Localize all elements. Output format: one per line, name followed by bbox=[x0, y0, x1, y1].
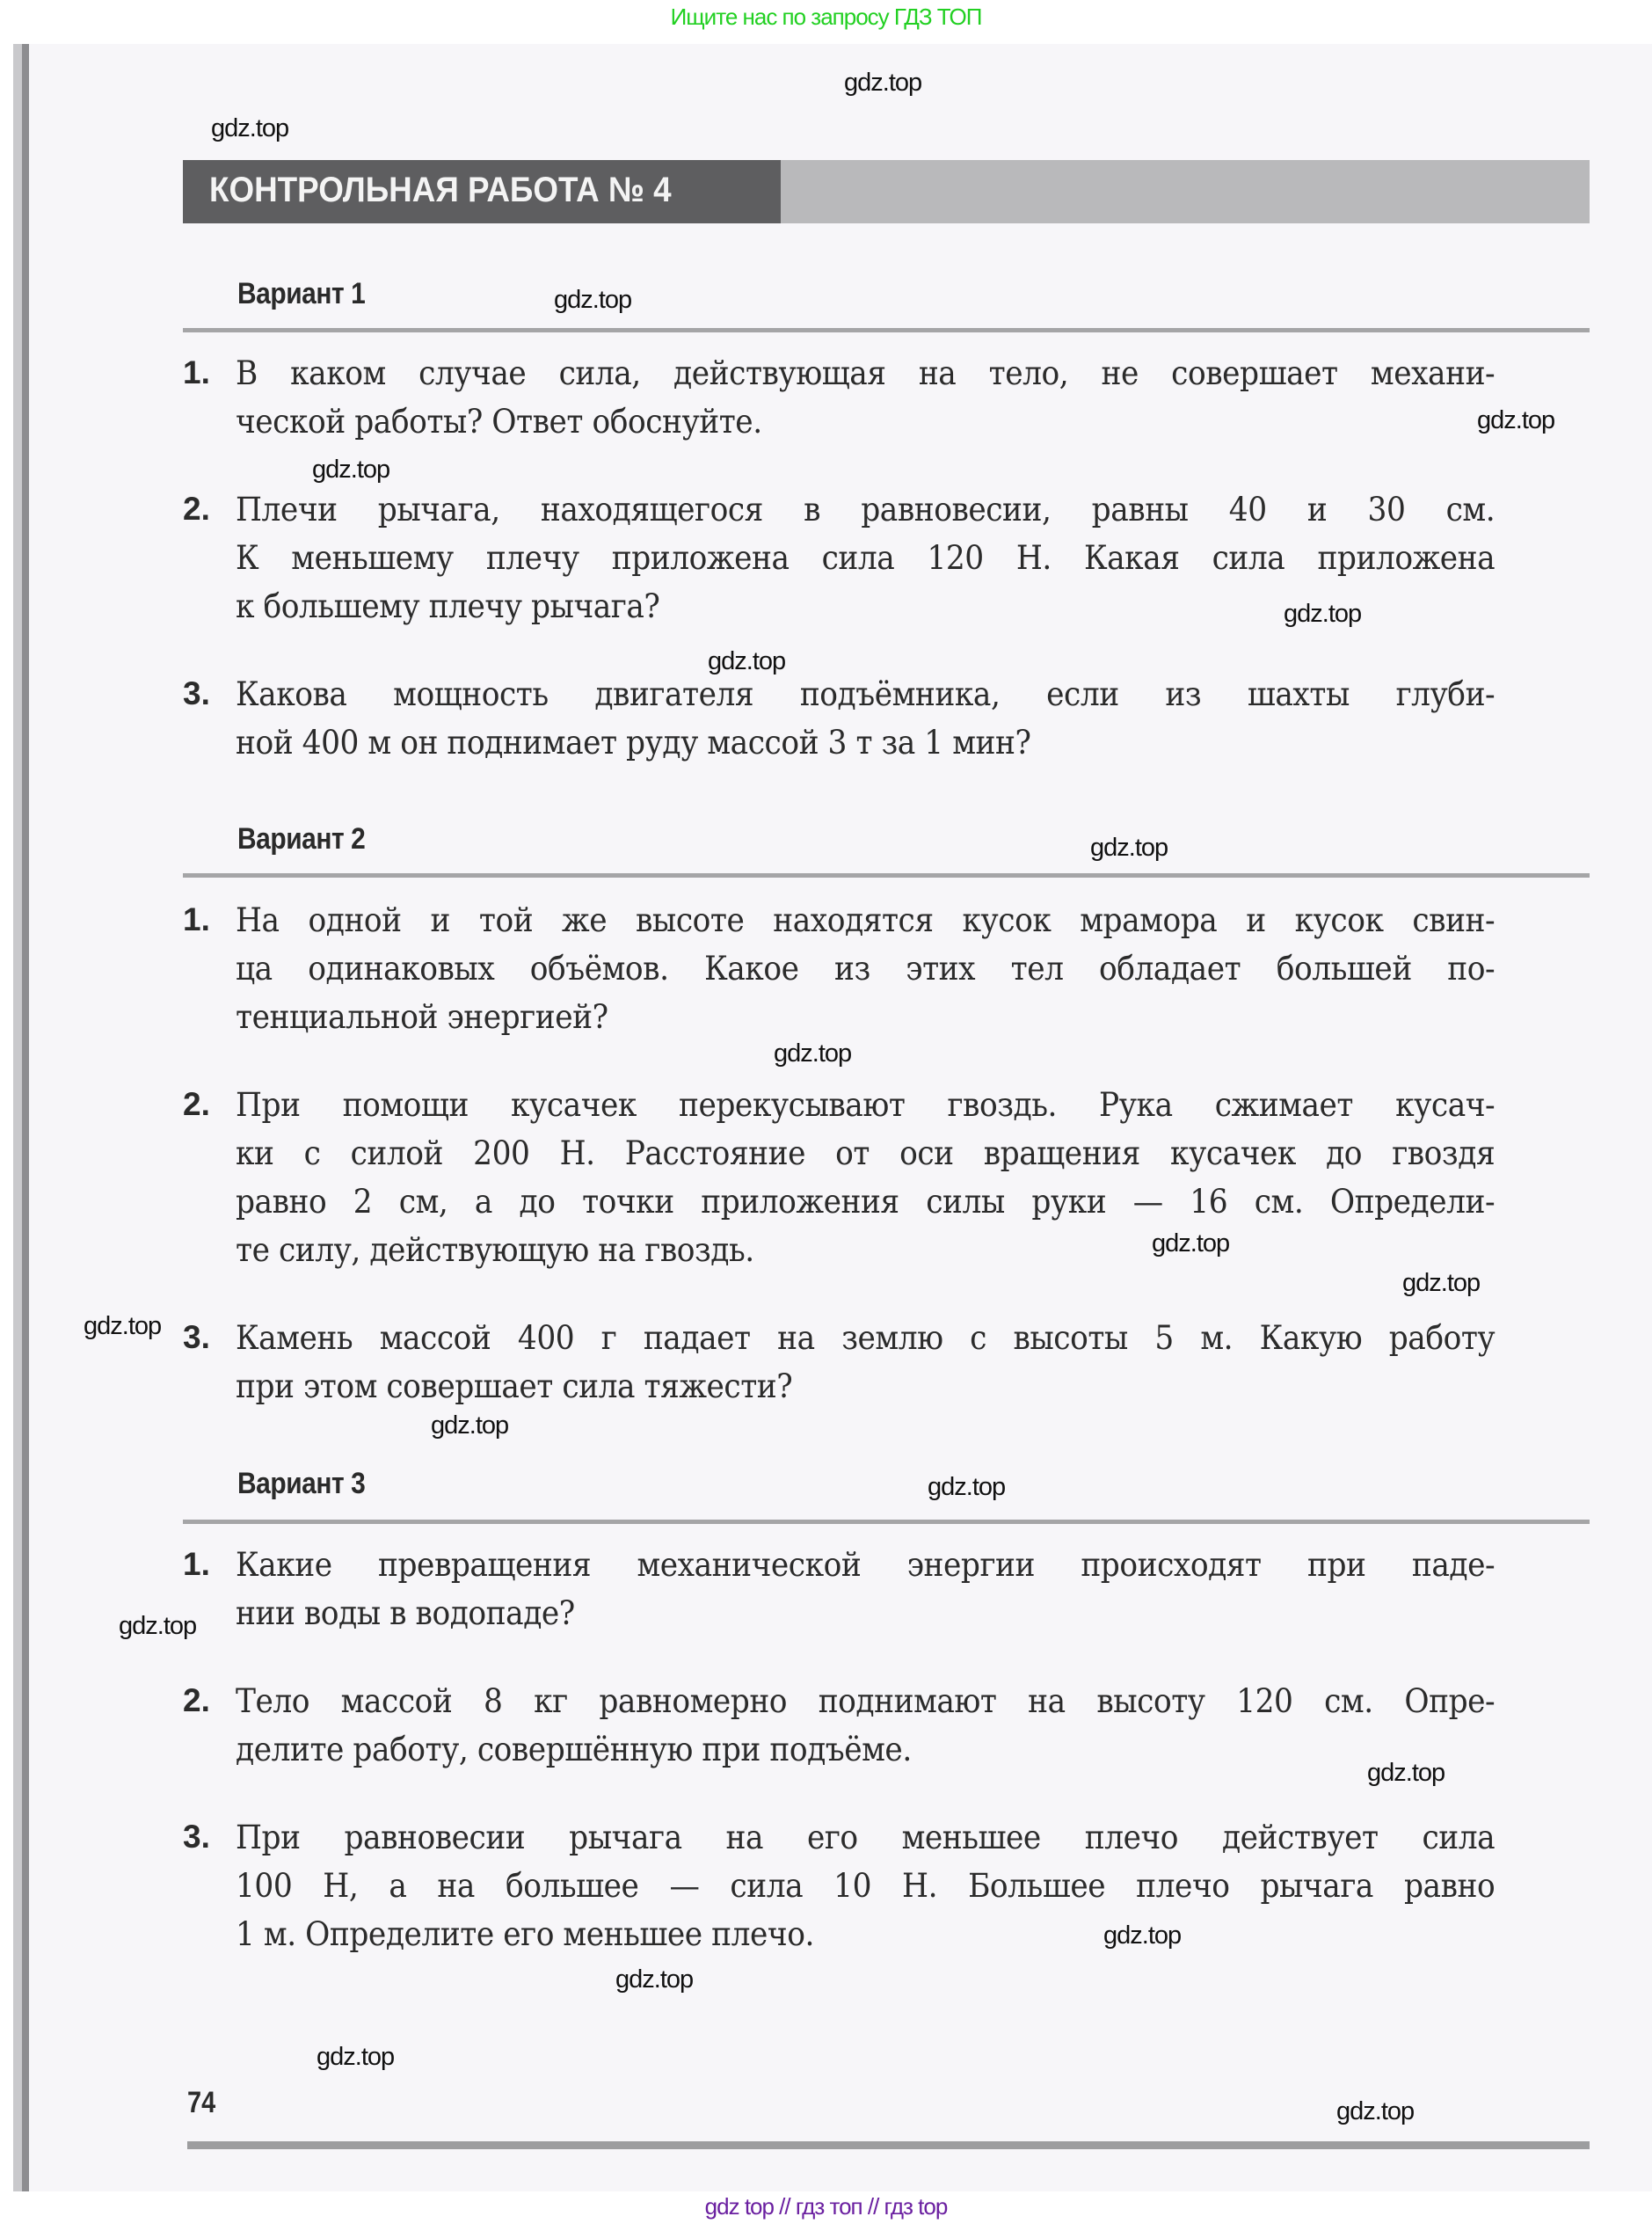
watermark-link[interactable]: gdz.top bbox=[1103, 1921, 1182, 1950]
question-line: к большему плечу рычага? bbox=[236, 587, 660, 625]
variant-3-title: Вариант 3 bbox=[237, 1467, 366, 1500]
watermark-link[interactable]: gdz.top bbox=[615, 1965, 694, 1994]
question-line: те силу, действующую на гвоздь. bbox=[236, 1231, 754, 1269]
watermark-link[interactable]: gdz.top bbox=[1402, 1269, 1481, 1297]
question-line: При равновесии рычага на его меньшее плечо действует сила bbox=[236, 1819, 1496, 1856]
watermark-link[interactable]: gdz.top bbox=[928, 1473, 1006, 1501]
watermark-link[interactable]: gdz.top bbox=[211, 114, 289, 142]
question-line: В каком случае сила, действующая на тело, не совершает механи- bbox=[236, 354, 1496, 392]
watermark-link[interactable]: gdz.top bbox=[431, 1411, 509, 1440]
question-number: 2. bbox=[183, 1682, 210, 1718]
question-line: равно 2 см, а до точки приложения силы руки — 16 см. Определи- bbox=[236, 1183, 1496, 1221]
page-header-bar bbox=[183, 160, 1590, 223]
question-line: нии воды в водопаде? bbox=[236, 1594, 575, 1632]
page-header-title-block bbox=[183, 160, 781, 223]
question-number: 1. bbox=[183, 1546, 210, 1582]
question-line: Какие превращения механической энергии происходят при паде- bbox=[236, 1546, 1496, 1584]
watermark-link[interactable]: gdz.top bbox=[1336, 2097, 1415, 2125]
watermark-link[interactable]: gdz.top bbox=[774, 1039, 852, 1068]
page-bottom-rule bbox=[187, 2141, 1590, 2149]
variant-2-divider bbox=[183, 873, 1590, 878]
question-number: 1. bbox=[183, 901, 210, 937]
question-number: 3. bbox=[183, 1819, 210, 1855]
question-line: 1 м. Определите его меньшее плечо. bbox=[236, 1915, 814, 1953]
textbook-page bbox=[13, 44, 1652, 2191]
question-number: 1. bbox=[183, 354, 210, 390]
page-number: 74 bbox=[187, 2086, 216, 2119]
question-line: Какова мощность двигателя подъёмника, если из шахты глуби- bbox=[236, 675, 1496, 713]
question-line: ческой работы? Ответ обоснуйте. bbox=[236, 403, 762, 441]
question-line: тенциальной энергией? bbox=[236, 998, 608, 1036]
watermark-link[interactable]: gdz.top bbox=[1090, 834, 1168, 862]
question-line: Камень массой 400 г падает на землю с высоты 5 м. Какую работу bbox=[236, 1319, 1496, 1357]
variant-1-title: Вариант 1 bbox=[237, 277, 366, 310]
question-line: При помощи кусачек перекусывают гвоздь. Рука сжимает кусач- bbox=[236, 1086, 1496, 1124]
question-line: Тело массой 8 кг равномерно поднимают на высоту 120 см. Опре- bbox=[236, 1682, 1496, 1720]
footer-links[interactable]: gdz top // гдз топ // гдз top bbox=[704, 2193, 948, 2220]
watermark-link[interactable]: gdz.top bbox=[1477, 406, 1555, 434]
watermark-link[interactable]: gdz.top bbox=[119, 1612, 197, 1640]
question-number: 3. bbox=[183, 1319, 210, 1355]
question-line: 100 Н, а на большее — сила 10 Н. Большее плечо рычага равно bbox=[236, 1867, 1496, 1905]
watermark-link[interactable]: gdz.top bbox=[317, 2043, 395, 2071]
question-line: ной 400 м он поднимает руду массой 3 т за 1 мин? bbox=[236, 724, 1031, 762]
question-number: 2. bbox=[183, 1086, 210, 1122]
question-line: ки с силой 200 Н. Расстояние от оси вращения кусачек до гвоздя bbox=[236, 1134, 1496, 1172]
watermark-link[interactable]: gdz.top bbox=[1367, 1759, 1445, 1787]
page-title: КОНТРОЛЬНАЯ РАБОТА № 4 bbox=[209, 171, 672, 209]
watermark-link[interactable]: gdz.top bbox=[1152, 1229, 1230, 1258]
question-line: Плечи рычага, находящегося в равновесии, равны 40 и 30 см. bbox=[236, 491, 1496, 529]
question-line: К меньшему плечу приложена сила 120 Н. Какая сила приложена bbox=[236, 539, 1496, 577]
variant-3-divider bbox=[183, 1520, 1590, 1524]
watermark-link[interactable]: gdz.top bbox=[554, 286, 632, 314]
question-line: делите работу, совершённую при подъёме. bbox=[236, 1731, 912, 1768]
page-edge-shadow bbox=[22, 44, 29, 2191]
top-banner-link[interactable]: Ищите нас по запросу ГДЗ ТОП bbox=[670, 4, 982, 30]
question-line: На одной и той же высоте находятся кусок мрамора и кусок свин- bbox=[236, 901, 1496, 939]
watermark-link[interactable]: gdz.top bbox=[844, 69, 922, 97]
watermark-link[interactable]: gdz.top bbox=[84, 1312, 162, 1340]
question-line: ца одинаковых объёмов. Какое из этих тел обладает большей по- bbox=[236, 950, 1496, 988]
question-number: 2. bbox=[183, 491, 210, 527]
variant-2-title: Вариант 2 bbox=[237, 822, 366, 856]
question-line: при этом совершает сила тяжести? bbox=[236, 1367, 793, 1405]
watermark-link[interactable]: gdz.top bbox=[708, 647, 786, 675]
watermark-link[interactable]: gdz.top bbox=[312, 456, 390, 484]
question-number: 3. bbox=[183, 675, 210, 711]
variant-1-divider bbox=[183, 328, 1590, 332]
watermark-link[interactable]: gdz.top bbox=[1284, 600, 1362, 628]
